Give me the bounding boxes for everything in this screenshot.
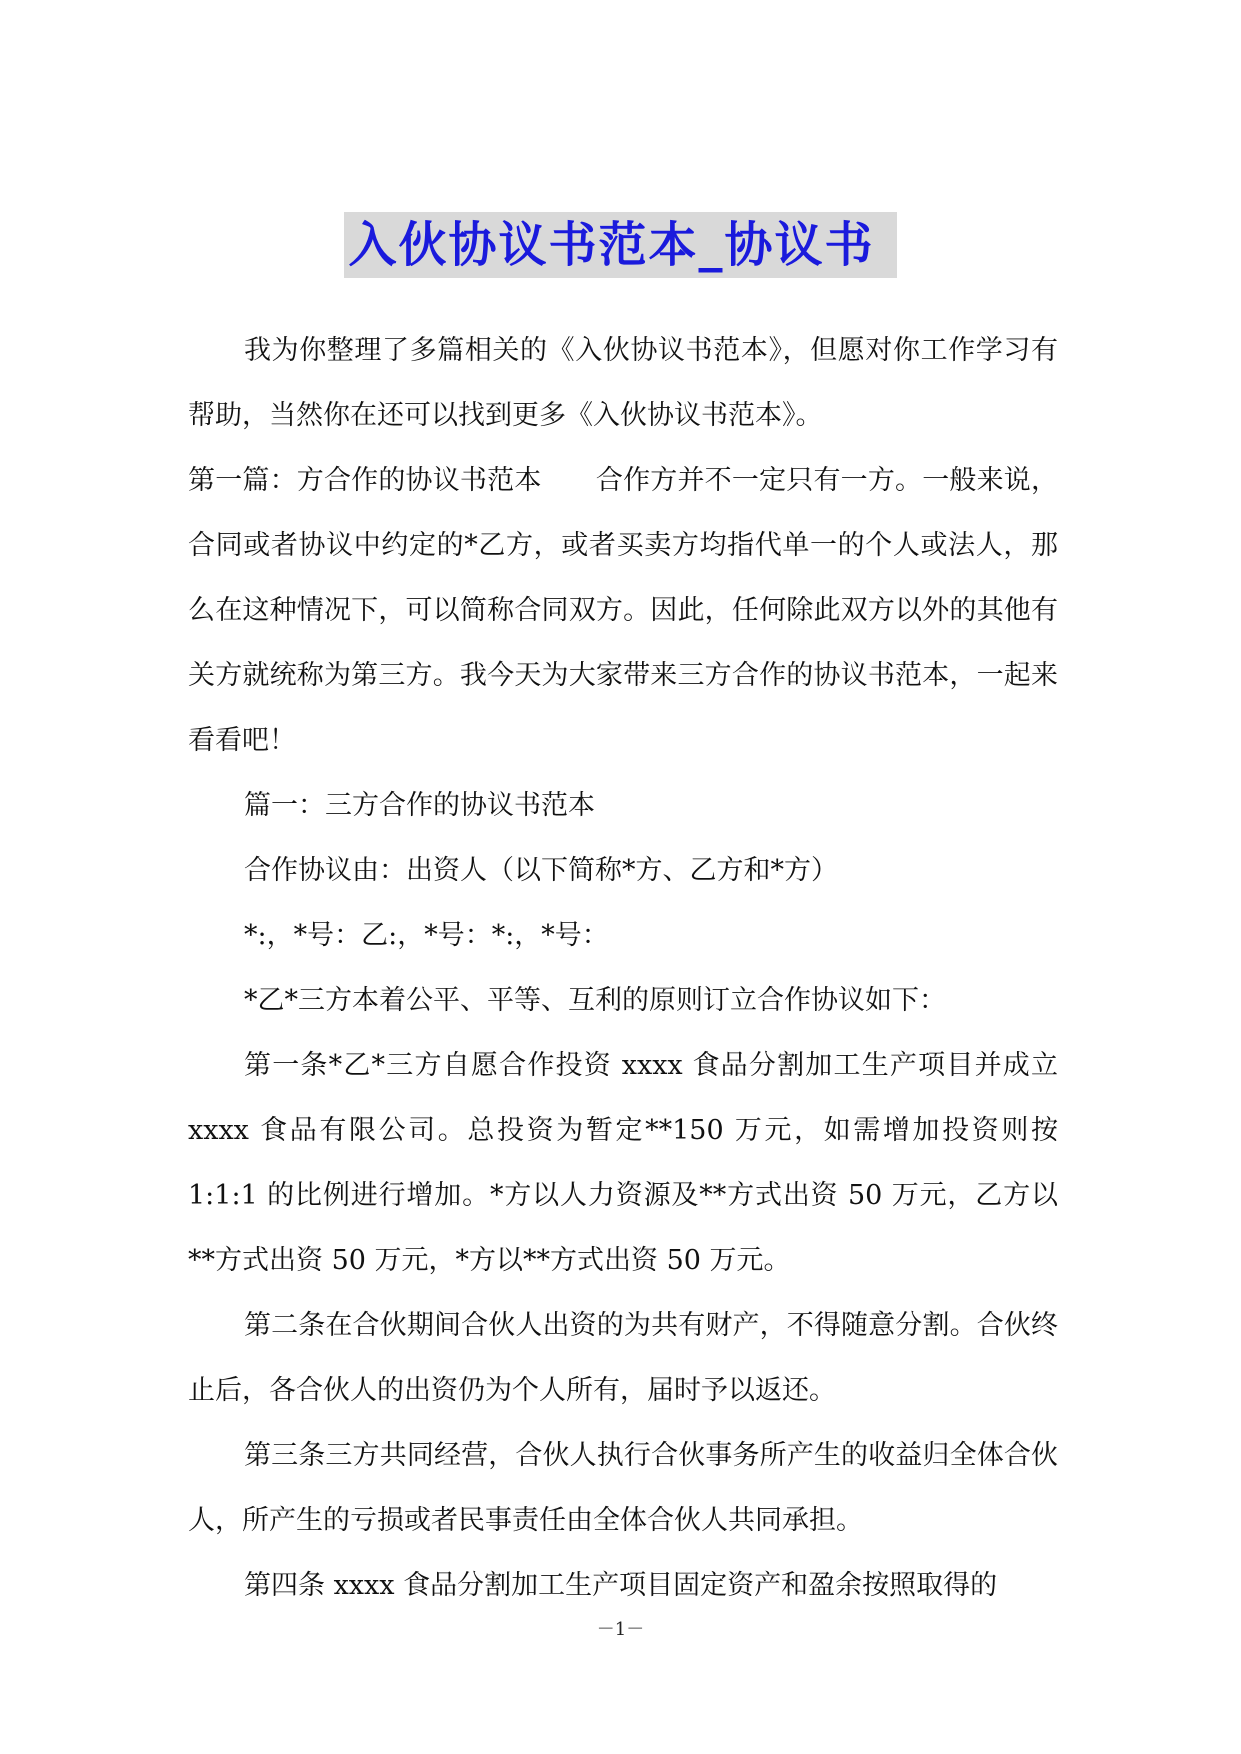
document-body [188, 318, 1058, 1618]
paragraph-intro: 我为你整理了多篇相关的《入伙协议书范本》，但愿对你工作学习有帮助，当然你在还可以找到更多《入伙协议书范本》。 [188, 335, 1058, 431]
paragraph-clause-1: 第一条*乙*三方自愿合作投资 xxxx 食品分割加工生产项目并成立 xxxx 食品有限公司。总投资为暂定**150 万元，如需增加投资则按 1:1:1 的比例进行增加。*方以人力资源及**方式出资 50 万元，乙方以**方式出资 50 万元，*方以**方式出资 50 万元。 [188, 1050, 1058, 1276]
paragraph-clause-4: 第四条 xxxx 食品分割加工生产项目固定资产和盈余按照取得的 [244, 1570, 998, 1601]
paragraph-clause-3: 第三条三方共同经营，合伙人执行合伙事务所产生的收益归全体合伙人，所产生的亏损或者民事责任由全体合伙人共同承担。 [188, 1440, 1058, 1536]
paragraph-clause-2: 第二条在合伙期间合伙人出资的为共有财产，不得随意分割。合伙终止后，各合伙人的出资仍为个人所有，届时予以返还。 [188, 1310, 1058, 1406]
paragraph-section-heading: 篇一：三方合作的协议书范本 [244, 790, 595, 821]
paragraph-principle: *乙*三方本着公平、平等、互利的原则订立合作协议如下： [244, 985, 946, 1016]
title-wrapper [0, 212, 1241, 278]
document-title: 入伙协议书范本_协议书 [344, 212, 896, 278]
paragraph-parties: 合作协议由：出资人（以下简称*方、乙方和*方） [244, 855, 838, 886]
paragraph-party-ids: *:，*号：乙:，*号：*:，*号： [244, 920, 609, 951]
paragraph-first-article: 第一篇：方合作的协议书范本 合作方并不一定只有一方。一般来说，合同或者协议中约定的*乙方，或者买卖方均指代单一的个人或法人，那么在这种情况下，可以简称合同双方。因此，任何除此双方以外的其他有关方就统称为第三方。我今天为大家带来三方合作的协议书范本，一起来看看吧！ [188, 465, 1058, 756]
page-number: －1－ [596, 1619, 645, 1640]
